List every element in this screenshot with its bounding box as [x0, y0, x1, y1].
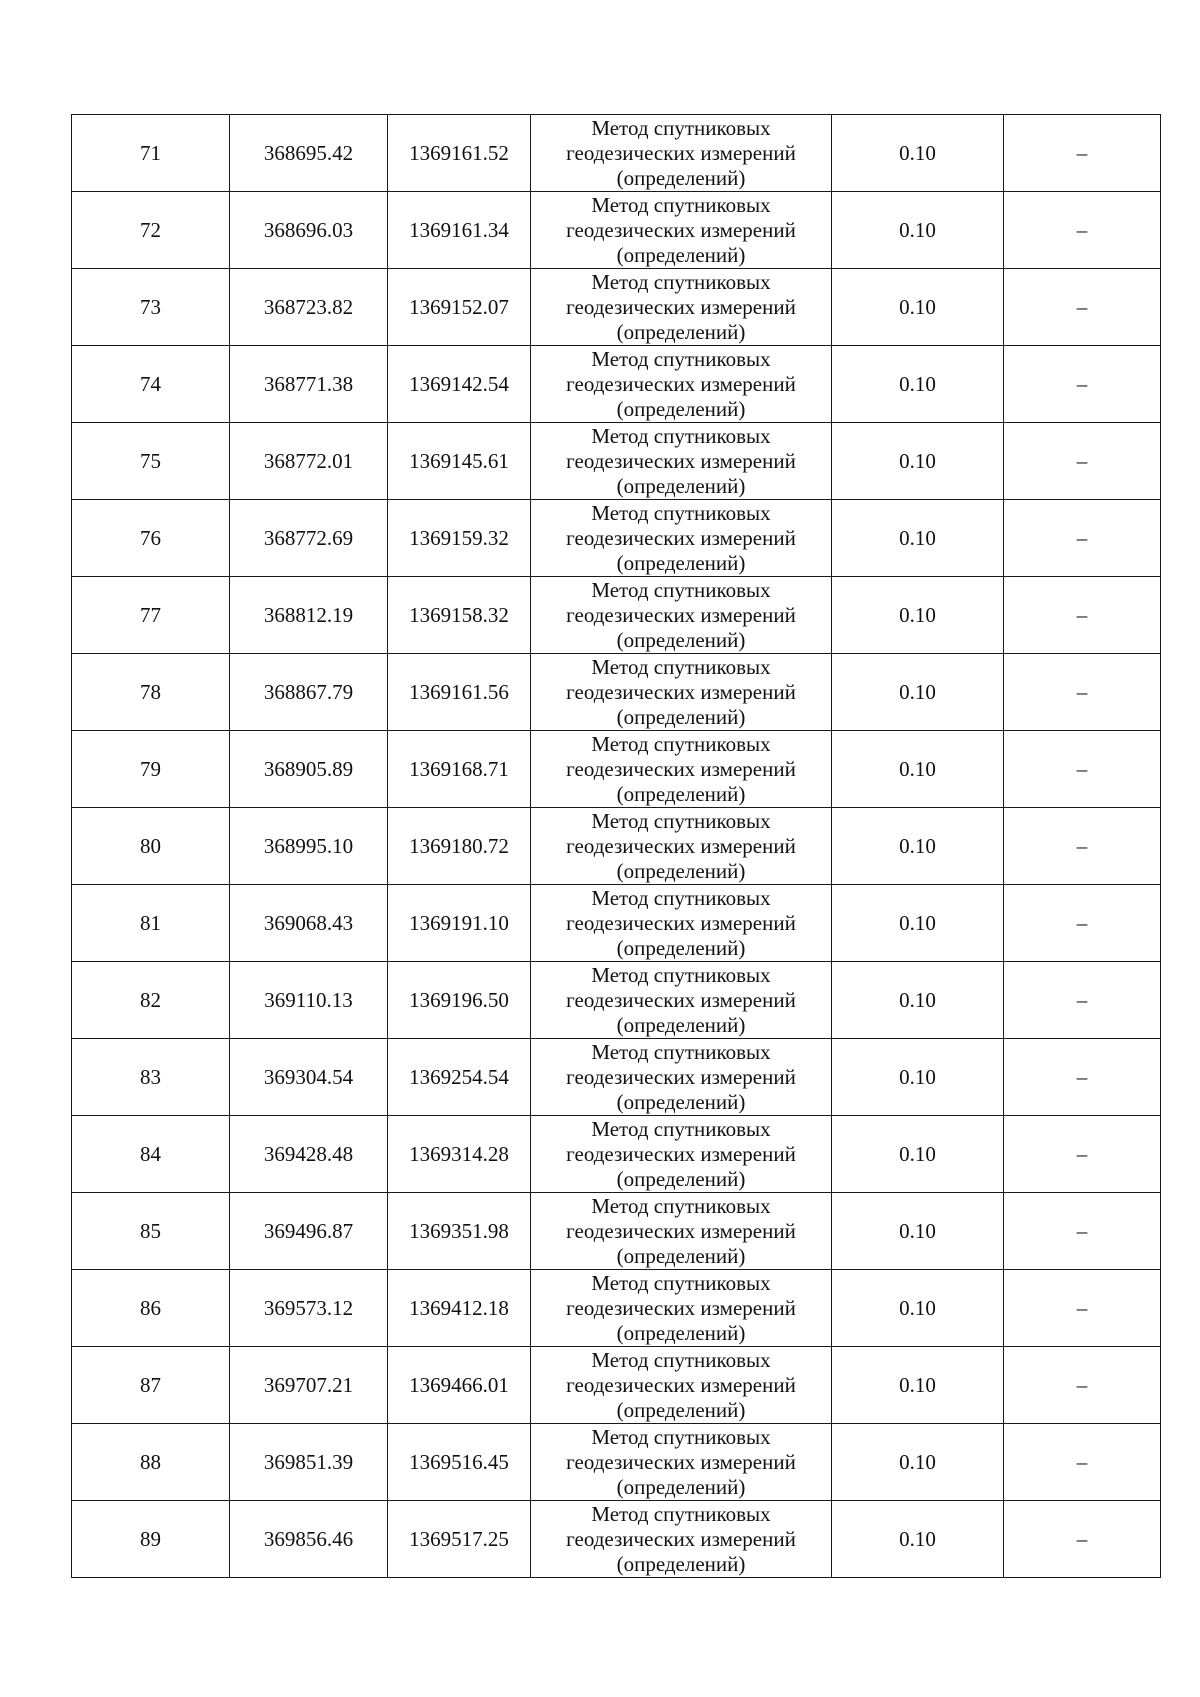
method-cell	[531, 654, 832, 731]
point-number-cell: 84	[72, 1116, 230, 1193]
method-line: Метод спутниковых	[591, 1039, 771, 1064]
method-line: геодезических измерений	[566, 1295, 796, 1320]
method-cell	[531, 1193, 832, 1270]
method-line: (определений)	[616, 319, 746, 344]
y-coordinate-cell: 1369466.01	[388, 1347, 531, 1424]
point-number-cell: 82	[72, 962, 230, 1039]
accuracy-cell: 0.10	[832, 423, 1004, 500]
method-line: (определений)	[616, 781, 746, 806]
method-line: геодезических измерений	[566, 910, 796, 935]
accuracy-cell: 0.10	[832, 1039, 1004, 1116]
point-number-cell: 80	[72, 808, 230, 885]
accuracy-cell: 0.10	[832, 962, 1004, 1039]
point-number-cell: 76	[72, 500, 230, 577]
table-row	[72, 1039, 1161, 1116]
method-line: геодезических измерений	[566, 602, 796, 627]
accuracy-cell: 0.10	[832, 577, 1004, 654]
accuracy-cell: 0.10	[832, 192, 1004, 269]
method-line: (определений)	[616, 627, 746, 652]
accuracy-cell: 0.10	[832, 1424, 1004, 1501]
table-row	[72, 962, 1161, 1039]
method-line: Метод спутниковых	[591, 192, 771, 217]
y-coordinate-cell: 1369412.18	[388, 1270, 531, 1347]
method-cell	[531, 885, 832, 962]
point-number-cell: 83	[72, 1039, 230, 1116]
y-coordinate-cell: 1369168.71	[388, 731, 531, 808]
x-coordinate-cell: 368905.89	[230, 731, 388, 808]
method-line: Метод спутниковых	[591, 1501, 771, 1526]
x-coordinate-cell: 368772.01	[230, 423, 388, 500]
x-coordinate-cell: 369707.21	[230, 1347, 388, 1424]
x-coordinate-cell: 368772.69	[230, 500, 388, 577]
y-coordinate-cell: 1369517.25	[388, 1501, 531, 1578]
note-cell: –	[1004, 808, 1161, 885]
method-line: геодезических измерений	[566, 833, 796, 858]
point-number-cell: 89	[72, 1501, 230, 1578]
method-line: (определений)	[616, 1089, 746, 1114]
method-line: (определений)	[616, 396, 746, 421]
note-cell: –	[1004, 654, 1161, 731]
method-line: Метод спутниковых	[591, 1424, 771, 1449]
x-coordinate-cell: 369304.54	[230, 1039, 388, 1116]
y-coordinate-cell: 1369191.10	[388, 885, 531, 962]
method-line: (определений)	[616, 1474, 746, 1499]
point-number-cell: 77	[72, 577, 230, 654]
method-cell	[531, 1039, 832, 1116]
method-cell	[531, 423, 832, 500]
x-coordinate-cell: 369428.48	[230, 1116, 388, 1193]
method-cell	[531, 346, 832, 423]
note-cell: –	[1004, 1270, 1161, 1347]
x-coordinate-cell: 369573.12	[230, 1270, 388, 1347]
method-cell	[531, 1501, 832, 1578]
accuracy-cell: 0.10	[832, 1347, 1004, 1424]
method-cell	[531, 731, 832, 808]
note-cell: –	[1004, 1193, 1161, 1270]
method-line: Метод спутниковых	[591, 808, 771, 833]
y-coordinate-cell: 1369180.72	[388, 808, 531, 885]
y-coordinate-cell: 1369161.56	[388, 654, 531, 731]
accuracy-cell: 0.10	[832, 269, 1004, 346]
note-cell: –	[1004, 1424, 1161, 1501]
x-coordinate-cell: 368995.10	[230, 808, 388, 885]
point-number-cell: 88	[72, 1424, 230, 1501]
note-cell: –	[1004, 577, 1161, 654]
note-cell: –	[1004, 192, 1161, 269]
note-cell: –	[1004, 731, 1161, 808]
method-line: геодезических измерений	[566, 294, 796, 319]
method-cell	[531, 1424, 832, 1501]
accuracy-cell: 0.10	[832, 500, 1004, 577]
method-cell	[531, 1116, 832, 1193]
method-cell	[531, 500, 832, 577]
x-coordinate-cell: 368695.42	[230, 115, 388, 192]
table-row	[72, 885, 1161, 962]
y-coordinate-cell: 1369516.45	[388, 1424, 531, 1501]
note-cell: –	[1004, 423, 1161, 500]
method-line: геодезических измерений	[566, 756, 796, 781]
method-line: Метод спутниковых	[591, 269, 771, 294]
method-line: геодезических измерений	[566, 1526, 796, 1551]
method-line: геодезических измерений	[566, 987, 796, 1012]
method-line: Метод спутниковых	[591, 731, 771, 756]
point-number-cell: 78	[72, 654, 230, 731]
accuracy-cell: 0.10	[832, 346, 1004, 423]
method-line: геодезических измерений	[566, 217, 796, 242]
table-row	[72, 654, 1161, 731]
method-line: (определений)	[616, 1166, 746, 1191]
method-line: (определений)	[616, 704, 746, 729]
y-coordinate-cell: 1369254.54	[388, 1039, 531, 1116]
method-line: Метод спутниковых	[591, 1347, 771, 1372]
table-row	[72, 346, 1161, 423]
method-line: (определений)	[616, 858, 746, 883]
note-cell: –	[1004, 269, 1161, 346]
y-coordinate-cell: 1369158.32	[388, 577, 531, 654]
note-cell: –	[1004, 1501, 1161, 1578]
accuracy-cell: 0.10	[832, 1116, 1004, 1193]
point-number-cell: 75	[72, 423, 230, 500]
x-coordinate-cell: 369068.43	[230, 885, 388, 962]
method-line: Метод спутниковых	[591, 1193, 771, 1218]
point-number-cell: 72	[72, 192, 230, 269]
note-cell: –	[1004, 1116, 1161, 1193]
note-cell: –	[1004, 962, 1161, 1039]
table-row	[72, 1193, 1161, 1270]
x-coordinate-cell: 368867.79	[230, 654, 388, 731]
method-line: геодезических измерений	[566, 1064, 796, 1089]
note-cell: –	[1004, 500, 1161, 577]
accuracy-cell: 0.10	[832, 1193, 1004, 1270]
accuracy-cell: 0.10	[832, 1501, 1004, 1578]
table-row	[72, 731, 1161, 808]
note-cell: –	[1004, 885, 1161, 962]
point-number-cell: 85	[72, 1193, 230, 1270]
method-cell	[531, 115, 832, 192]
table-row	[72, 577, 1161, 654]
table-row	[72, 1347, 1161, 1424]
method-line: геодезических измерений	[566, 1372, 796, 1397]
method-line: (определений)	[616, 550, 746, 575]
method-cell	[531, 269, 832, 346]
x-coordinate-cell: 369856.46	[230, 1501, 388, 1578]
method-line: Метод спутниковых	[591, 500, 771, 525]
y-coordinate-cell: 1369351.98	[388, 1193, 531, 1270]
method-cell	[531, 962, 832, 1039]
method-line: (определений)	[616, 242, 746, 267]
x-coordinate-cell: 369110.13	[230, 962, 388, 1039]
table-row	[72, 808, 1161, 885]
y-coordinate-cell: 1369314.28	[388, 1116, 531, 1193]
x-coordinate-cell: 368771.38	[230, 346, 388, 423]
method-line: геодезических измерений	[566, 679, 796, 704]
y-coordinate-cell: 1369159.32	[388, 500, 531, 577]
method-line: (определений)	[616, 473, 746, 498]
x-coordinate-cell: 369496.87	[230, 1193, 388, 1270]
point-number-cell: 87	[72, 1347, 230, 1424]
method-cell	[531, 1347, 832, 1424]
method-line: геодезических измерений	[566, 448, 796, 473]
note-cell: –	[1004, 346, 1161, 423]
table-row	[72, 1270, 1161, 1347]
y-coordinate-cell: 1369152.07	[388, 269, 531, 346]
method-line: (определений)	[616, 1397, 746, 1422]
table-body	[72, 115, 1161, 1578]
x-coordinate-cell: 368723.82	[230, 269, 388, 346]
method-line: геодезических измерений	[566, 371, 796, 396]
method-line: Метод спутниковых	[591, 1270, 771, 1295]
table-row	[72, 1116, 1161, 1193]
table-row	[72, 500, 1161, 577]
method-cell	[531, 577, 832, 654]
method-line: (определений)	[616, 1243, 746, 1268]
method-line: Метод спутниковых	[591, 346, 771, 371]
method-cell	[531, 808, 832, 885]
method-line: (определений)	[616, 935, 746, 960]
x-coordinate-cell: 369851.39	[230, 1424, 388, 1501]
method-line: геодезических измерений	[566, 1218, 796, 1243]
x-coordinate-cell: 368812.19	[230, 577, 388, 654]
method-line: Метод спутниковых	[591, 1116, 771, 1141]
method-line: Метод спутниковых	[591, 654, 771, 679]
note-cell: –	[1004, 115, 1161, 192]
table-row	[72, 1501, 1161, 1578]
method-line: (определений)	[616, 165, 746, 190]
y-coordinate-cell: 1369145.61	[388, 423, 531, 500]
method-line: Метод спутниковых	[591, 115, 771, 140]
method-line: геодезических измерений	[566, 1449, 796, 1474]
note-cell: –	[1004, 1039, 1161, 1116]
method-line: (определений)	[616, 1320, 746, 1345]
method-line: (определений)	[616, 1012, 746, 1037]
y-coordinate-cell: 1369196.50	[388, 962, 531, 1039]
method-line: Метод спутниковых	[591, 962, 771, 987]
table-row	[72, 1424, 1161, 1501]
point-number-cell: 71	[72, 115, 230, 192]
point-number-cell: 81	[72, 885, 230, 962]
method-line: геодезических измерений	[566, 1141, 796, 1166]
method-cell	[531, 1270, 832, 1347]
y-coordinate-cell: 1369161.34	[388, 192, 531, 269]
point-number-cell: 73	[72, 269, 230, 346]
note-cell: –	[1004, 1347, 1161, 1424]
method-line: Метод спутниковых	[591, 423, 771, 448]
method-cell	[531, 192, 832, 269]
method-line: Метод спутниковых	[591, 885, 771, 910]
table-row	[72, 423, 1161, 500]
coordinates-table	[71, 114, 1161, 1578]
method-line: геодезических измерений	[566, 525, 796, 550]
y-coordinate-cell: 1369142.54	[388, 346, 531, 423]
method-line: геодезических измерений	[566, 140, 796, 165]
accuracy-cell: 0.10	[832, 1270, 1004, 1347]
accuracy-cell: 0.10	[832, 731, 1004, 808]
accuracy-cell: 0.10	[832, 115, 1004, 192]
method-line: Метод спутниковых	[591, 577, 771, 602]
accuracy-cell: 0.10	[832, 808, 1004, 885]
table-row	[72, 269, 1161, 346]
point-number-cell: 74	[72, 346, 230, 423]
x-coordinate-cell: 368696.03	[230, 192, 388, 269]
accuracy-cell: 0.10	[832, 654, 1004, 731]
point-number-cell: 79	[72, 731, 230, 808]
accuracy-cell: 0.10	[832, 885, 1004, 962]
table-row	[72, 192, 1161, 269]
method-line: (определений)	[616, 1551, 746, 1576]
y-coordinate-cell: 1369161.52	[388, 115, 531, 192]
point-number-cell: 86	[72, 1270, 230, 1347]
table-row	[72, 115, 1161, 192]
